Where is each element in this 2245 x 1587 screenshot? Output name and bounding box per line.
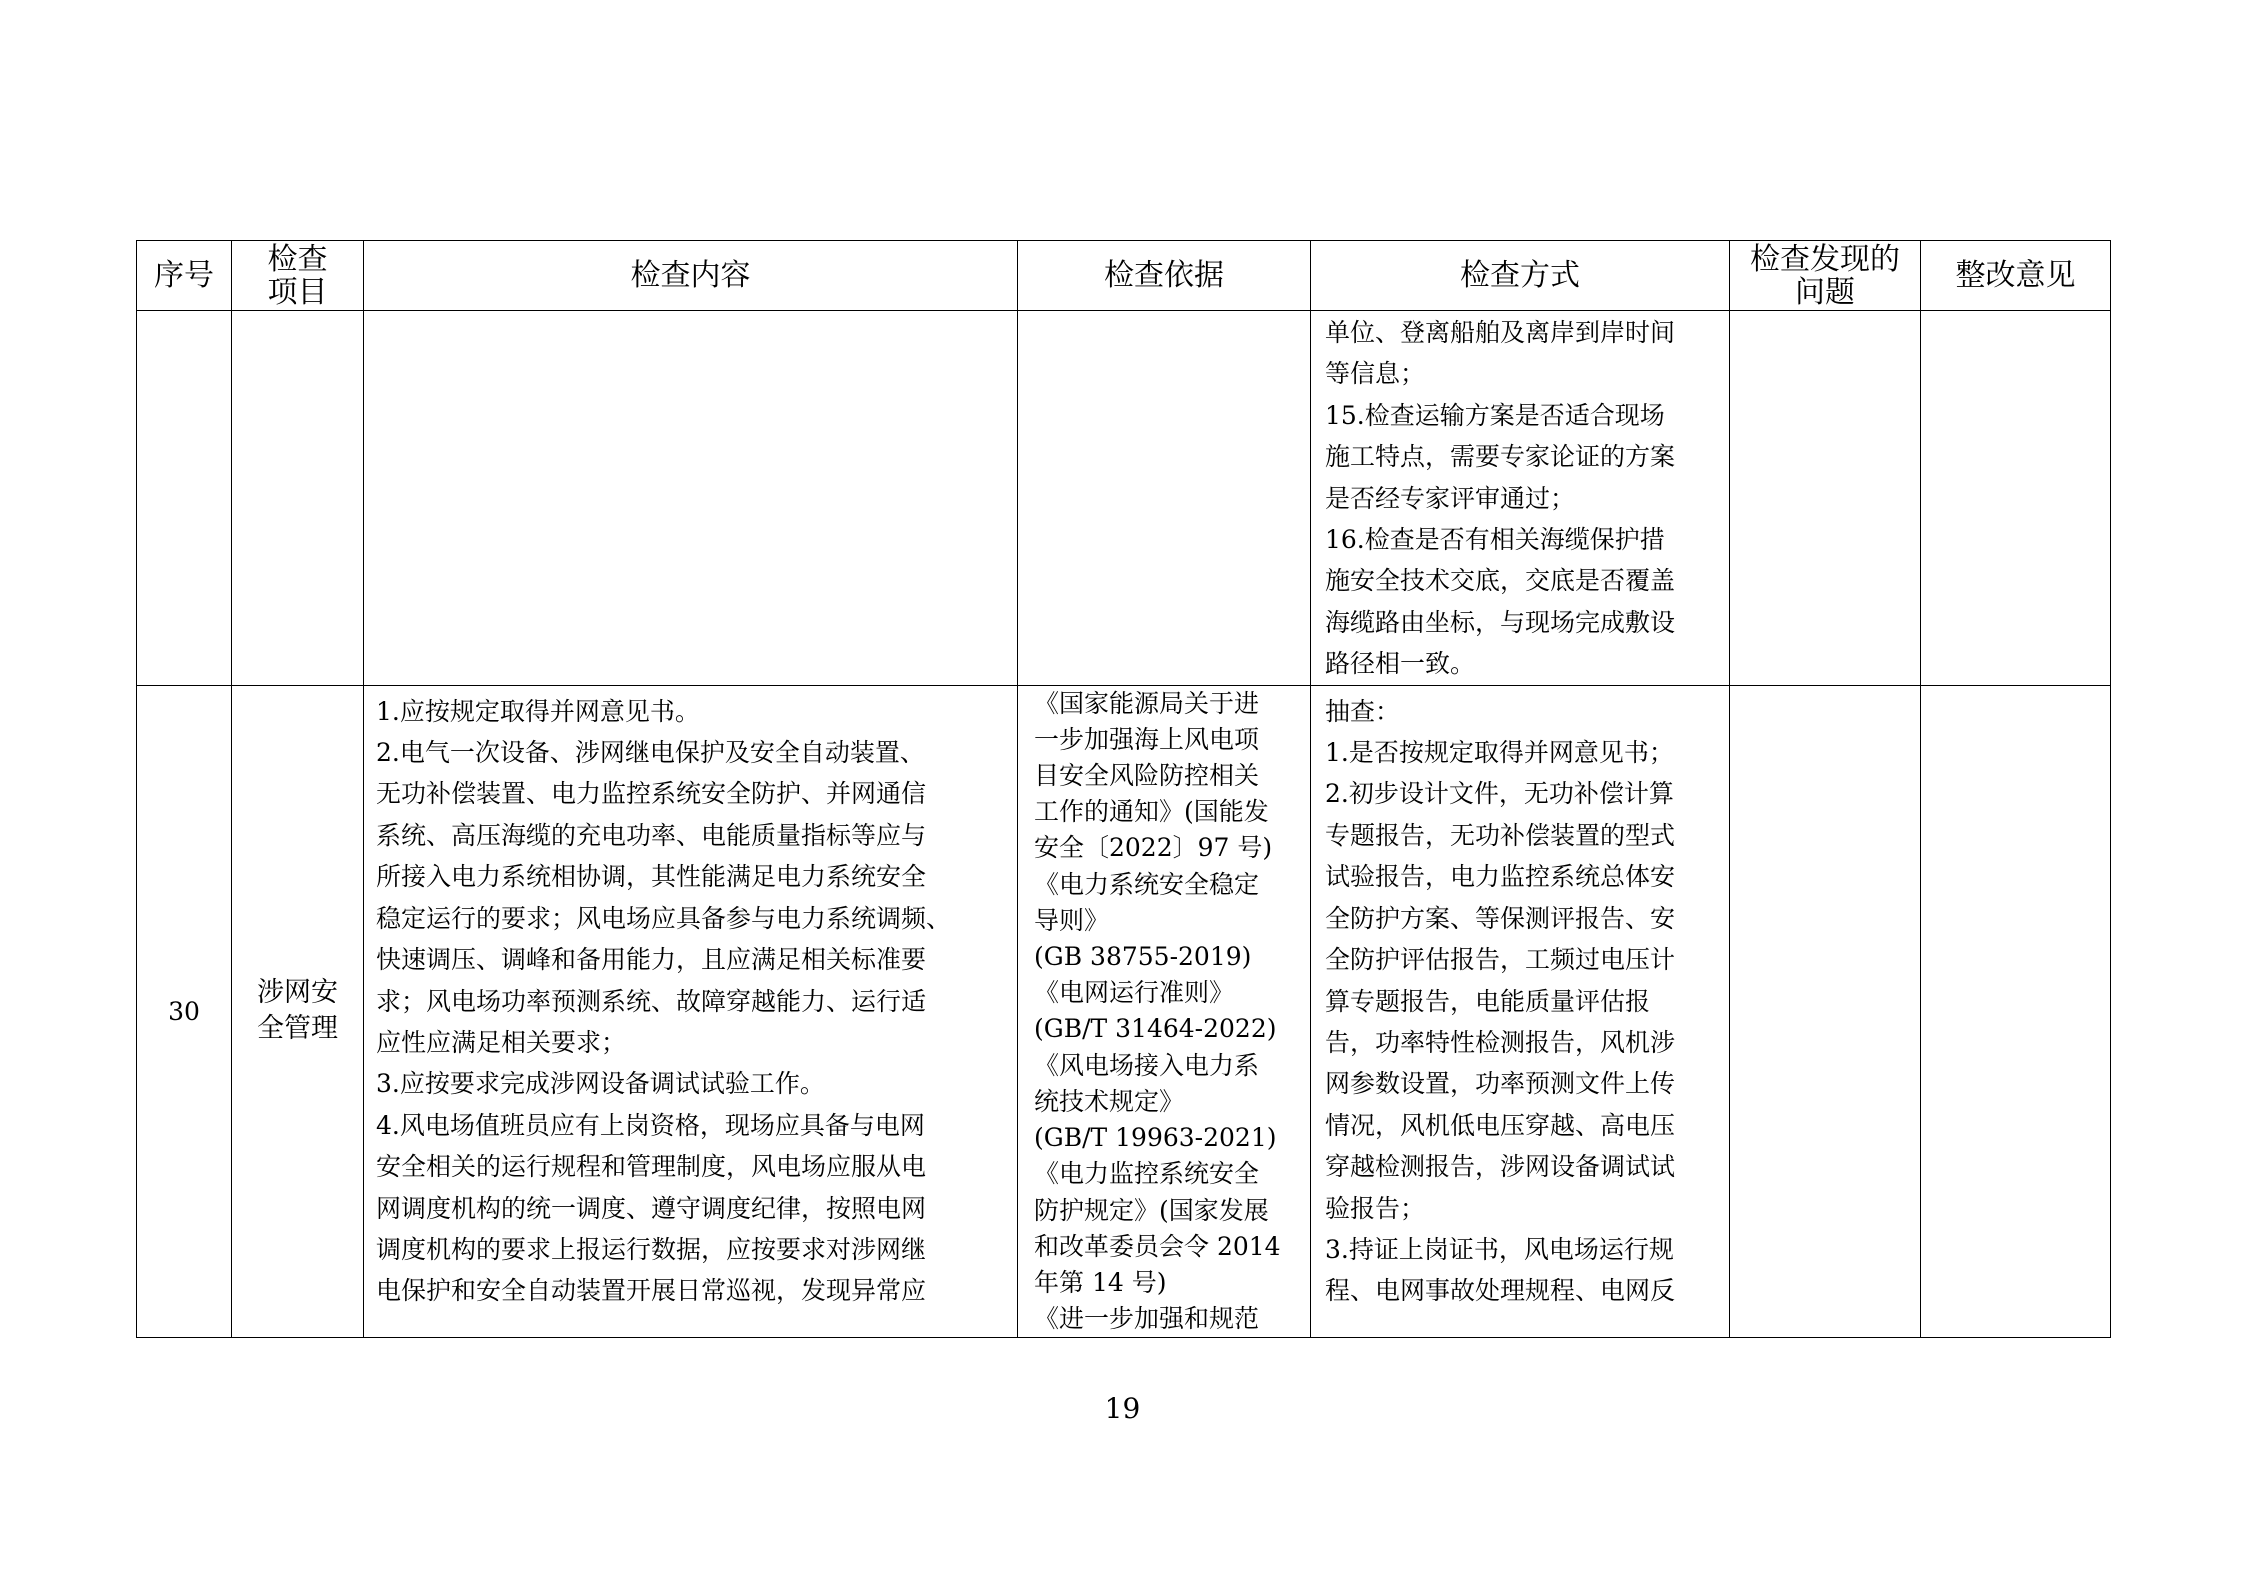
table-row <box>137 311 2111 686</box>
header-method: 检查方式 <box>1311 241 1730 311</box>
cell-method <box>1311 311 1730 686</box>
cell-content <box>364 685 1018 1338</box>
item-text: 涉网安 全管理 <box>257 977 338 1045</box>
cell-rectification <box>1921 311 2111 686</box>
cell-rectification <box>1921 685 2111 1338</box>
cell-item <box>232 685 364 1338</box>
header-item: 检查 项目 <box>232 241 364 311</box>
cell-seq <box>137 311 232 686</box>
cell-content <box>364 311 1018 686</box>
basis-text: 《国家能源局关于进 一步加强海上风电项 目安全风险防控相关 工作的通知》(国能发 安全〔2022〕97 号) 《电力系统安全稳定 导则》 (GB 38755-2019) 《电网运行准则》 (GB/T 31464-2022) 《风电场接入电力系 统技术规定》 (GB/T 19963-2021) 《电力监控系统安全 防护规定》(国家发展 和改革委员会令 2014 年第 14 号) 《进一步加强和规范 <box>1034 688 1281 1334</box>
table-row <box>137 685 2111 1338</box>
header-rectification: 整改意见 <box>1921 241 2111 311</box>
header-seq: 序号 <box>137 241 232 311</box>
cell-item <box>232 311 364 686</box>
content-text: 1.应按规定取得并网意见书。 2.电气一次设备、涉网继电保护及安全自动装置、 无功补偿装置、电力监控系统安全防护、并网通信 系统、高压海缆的充电功率、电能质量指标等应与 所接入电力系统相协调，其性能满足电力系统安全 稳定运行的要求；风电场应具备参与电力系统调频、 快速调压、调峰和备用能力，且应满足相关标准要 求；风电场功率预测系统、故障穿越能力、运行适 应性应满足相关要求； 3.应按要求完成涉网设备调试试验工作。 4.风电场值班员应有上岗资格，现场应具备与电网 安全相关的运行规程和管理制度，风电场应服从电 网调度机构的统一调度、遵守调度纪律，按照电网 调度机构的要求上报运行数据，应按要求对涉网继 电保护和安全自动装置开展日常巡视，发现异常应 <box>376 696 952 1306</box>
cell-findings <box>1730 311 1921 686</box>
cell-basis <box>1018 685 1311 1338</box>
header-basis: 检查依据 <box>1018 241 1311 311</box>
header-content: 检查内容 <box>364 241 1018 311</box>
cell-findings <box>1730 685 1921 1338</box>
method-text: 单位、登离船舶及离岸到岸时间 等信息； 15.检查运输方案是否适合现场 施工特点，需要专家论证的方案 是否经专家评审通过； 16.检查是否有相关海缆保护措 施安全技术交底，交底是否覆盖 海缆路由坐标，与现场完成敷设 路径相一致。 <box>1325 318 1676 679</box>
page-number: 19 <box>1104 1392 1141 1425</box>
inspection-table <box>136 240 2111 1338</box>
cell-method <box>1311 685 1730 1338</box>
header-row <box>137 241 2111 311</box>
header-findings: 检查发现的 问题 <box>1730 241 1921 311</box>
cell-basis <box>1018 311 1311 686</box>
method-text: 抽查： 1.是否按规定取得并网意见书； 2.初步设计文件，无功补偿计算 专题报告，无功补偿装置的型式 试验报告，电力监控系统总体安 全防护方案、等保测评报告、安 全防护评估报告，工频过电压计 算专题报告，电能质量评估报 告，功率特性检测报告，风机涉 网参数设置，功率预测文件上传 情况，风机低电压穿越、高电压 穿越检测报告，涉网设备调试试 验报告； 3.持证上岗证书，风电场运行规 程、电网事故处理规程、电网反 <box>1325 696 1676 1306</box>
cell-seq: 30 <box>137 685 232 1338</box>
